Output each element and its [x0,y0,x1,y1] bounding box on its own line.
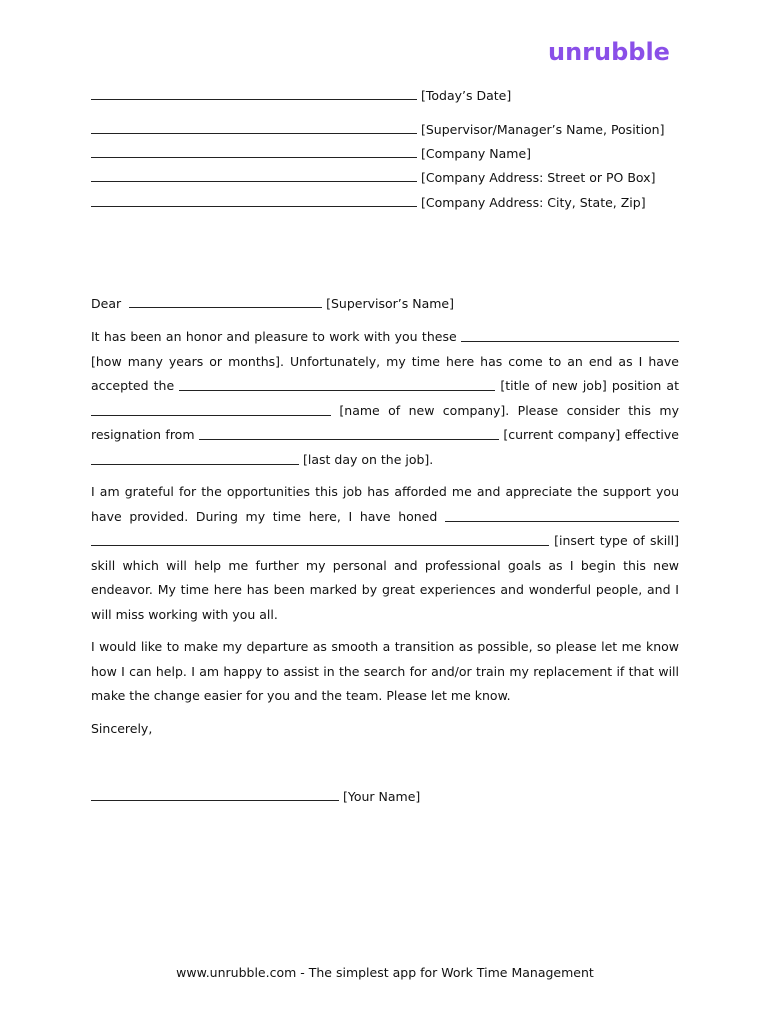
p2-blank-skill-a[interactable] [445,510,679,522]
closing [91,717,679,742]
p1-blank-duration[interactable] [461,330,679,342]
p1-blank-current-company[interactable] [199,428,499,440]
supervisor-label: [Supervisor/Manager’s Name, Position] [420,122,665,137]
closing-sincerely: Sincerely, [91,721,153,736]
address-street-line [91,170,655,186]
date-line [91,88,511,104]
salutation-name-label: [Supervisor’s Name] [326,296,454,311]
salutation-dear: Dear [91,296,122,311]
p3-text: I would like to make my departure as smooth a transition as possible, so please let me know how I can help. I am happy to assist in the search for and/or train my replacement if that will make the change easier for you and the team. Please let me know. [91,639,679,703]
salutation-line [91,296,454,312]
company-name-label: [Company Name] [420,146,532,161]
company-name-blank[interactable] [91,146,417,158]
signature-line [91,789,420,805]
p2-blank-skill-b[interactable] [91,534,549,546]
address-street-label: [Company Address: Street or PO Box] [420,170,656,185]
paragraph-1 [91,325,679,472]
p2-text-c: skill which will help me further my personal and professional goals as I begin this new endeavor. My time here has been marked by great experiences and wonderful people, and I will miss working with you all. [91,557,679,622]
address-city-line [91,195,646,211]
supervisor-line [91,122,664,138]
p1-text-c: [title of new job] position at [500,378,679,393]
p2-text-a: I am grateful for the opportunities this job has afforded me and appreciate the support you have provided. During my time here, I have honed [91,484,679,524]
address-city-blank[interactable] [91,195,417,207]
p1-text-b: [how many years or months]. Unfortunately, my time here has come to an end as I have accepted the [91,353,679,393]
your-name-label: [Your Name] [342,789,421,804]
company-name-line [91,146,531,162]
page-footer: www.unrubble.com - The simplest app for Work Time Management [176,965,594,980]
unrubble-logo [548,36,680,70]
p1-text-a: It has been an honor and pleasure to work with you these [91,329,457,344]
address-city-label: [Company Address: City, State, Zip] [420,195,646,210]
p1-text-e: [current company] effective [503,427,679,442]
salutation-blank[interactable] [129,296,322,308]
paragraph-2 [91,480,679,627]
date-label: [Today’s Date] [420,88,512,103]
date-blank[interactable] [91,88,417,100]
p1-blank-new-company[interactable] [91,404,331,416]
logo-wordmark: unrubble [548,38,670,66]
address-street-blank[interactable] [91,170,417,182]
p1-blank-last-day[interactable] [91,453,299,465]
p1-blank-new-job[interactable] [179,379,495,391]
p1-text-f: [last day on the job]. [302,451,434,467]
p1-text-d: [name of new company]. Please consider this my resignation from [91,402,679,442]
signature-blank[interactable] [91,789,339,801]
paragraph-3 [91,635,679,709]
supervisor-blank[interactable] [91,122,417,134]
p2-text-b: [insert type of skill] [554,533,679,548]
